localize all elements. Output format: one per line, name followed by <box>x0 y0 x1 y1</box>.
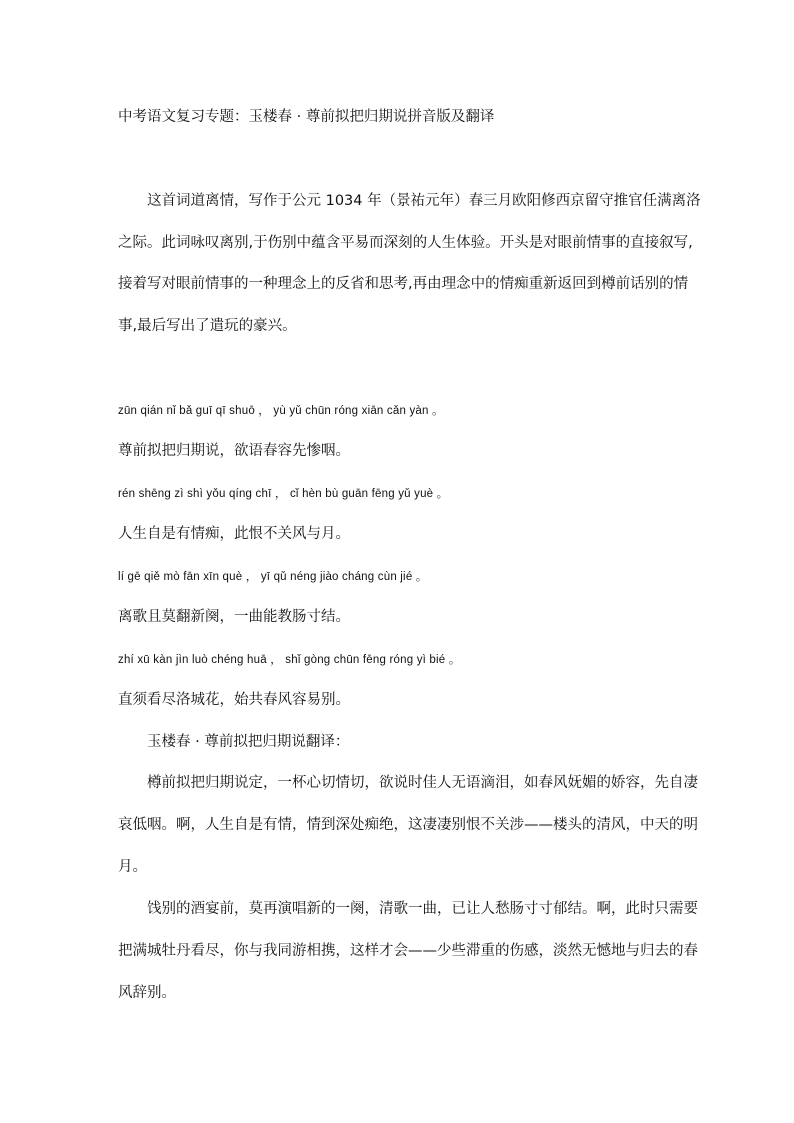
poem-pinyin-line: zhí xū kàn jìn luò chéng huā ， shǐ gòng chūn fēng róng yì bié 。 <box>118 654 461 666</box>
intro-line: 之际。此词咏叹离别,于伤别中蕴含平易而深刻的人生体验。开头是对眼前情事的直接叙写, <box>118 235 693 251</box>
poem-text-line: 离歌且莫翻新阕，一曲能教肠寸结。 <box>118 609 350 625</box>
intro-line: 这首词道离情，写作于公元 1034 年（景祐元年）春三月欧阳修西京留守推官任满离洛 <box>147 193 701 209</box>
translation-line: 饯别的酒宴前，莫再演唱新的一阕，清歌一曲，已让人愁肠寸寸郁结。啊，此时只需要 <box>147 901 698 917</box>
poem-text-line: 尊前拟把归期说，欲语春容先惨咽。 <box>118 443 350 459</box>
poem-pinyin-line: lí gē qiě mò fān xīn què ， yī qǔ néng jiào cháng cùn jié 。 <box>118 571 428 583</box>
intro-line: 事,最后写出了遣玩的豪兴。 <box>118 318 297 334</box>
poem-pinyin-line: rén shēng zì shì yǒu qíng chī ， cǐ hèn bù guān fēng yǔ yuè 。 <box>118 488 449 500</box>
translation-line: 哀低咽。啊，人生自是有情，情到深处痴绝，这凄凄别恨不关涉——楼头的清风，中天的明 <box>118 817 698 833</box>
translation-line: 风辞别。 <box>118 985 176 1001</box>
poem-text-line: 直须看尽洛城花，始共春风容易别。 <box>118 692 350 708</box>
poem-text-line: 人生自是有情痴，此恨不关风与月。 <box>118 526 350 542</box>
document-title: 中考语文复习专题：玉楼春 · 尊前拟把归期说拼音版及翻译 <box>118 109 495 125</box>
translation-line: 把满城牡丹看尽，你与我同游相携，这样才会——少些滞重的伤感，淡然无憾地与归去的春 <box>118 943 698 959</box>
intro-line: 接着写对眼前情事的一种理念上的反省和思考,再由理念中的情痴重新返回到樽前话别的情 <box>118 276 689 292</box>
translation-line: 樽前拟把归期说定，一杯心切情切，欲说时佳人无语滴泪，如春风妩媚的娇容，先自凄 <box>147 775 698 791</box>
translation-heading: 玉楼春 · 尊前拟把归期说翻译： <box>147 734 350 750</box>
translation-line: 月。 <box>118 859 147 875</box>
poem-pinyin-line: zūn qián nǐ bǎ guī qī shuō ， yù yǔ chūn róng xiān cǎn yàn 。 <box>118 405 444 417</box>
